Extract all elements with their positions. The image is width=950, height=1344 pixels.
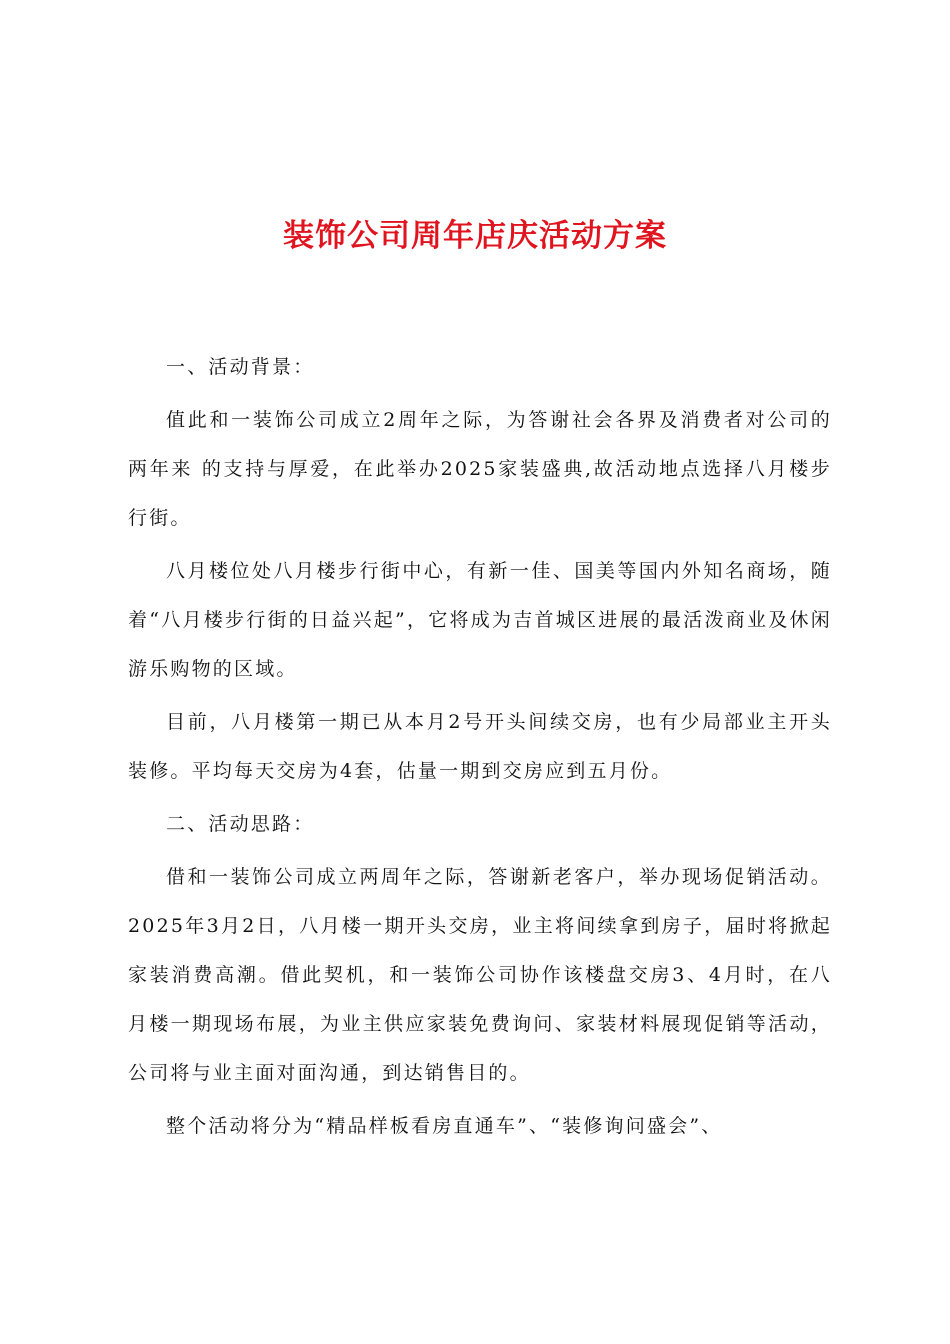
paragraph-anniversary: 值此和一装饰公司成立2周年之际，为答谢社会各界及消费者对公司的两年来 的支持与厚爱，在此举办2025家装盛典,故活动地点选择八月楼步行街。 [128, 409, 832, 529]
paragraph-activities: 整个活动将分为“精品样板看房直通车”、“装修询问盛会”、 [166, 1115, 723, 1137]
section-heading-approach: 二、活动思路： [166, 813, 315, 835]
paragraph-location: 八月楼位处八月楼步行街中心，有新一佳、国美等国内外知名商场，随着“八月楼步行街的日益兴起”，它将成为吉首城区进展的最活泼商业及休闲游乐购物的区域。 [128, 560, 832, 680]
paragraph-delivery: 目前，八月楼第一期已从本月2号开头间续交房，也有少局部业主开头装修。平均每天交房为4套，估量一期到交房应到五月份。 [128, 711, 832, 782]
section-heading-background: 一、活动背景： [166, 356, 315, 378]
document-title: 装饰公司周年店庆活动方案 [283, 218, 667, 254]
document-body [128, 343, 832, 1151]
paragraph-promotion: 借和一装饰公司成立两周年之际，答谢新老客户，举办现场促销活动。2025年3月2日，八月楼一期开头交房，业主将间续拿到房子，届时将掀起家装消费高潮。借此契机，和一装饰公司协作该楼盘交房3、4月时，在八月楼一期现场布展，为业主供应家装免费询问、家装材料展现促销等活动，公司将与业主面对面沟通，到达销售目的。 [128, 866, 832, 1084]
